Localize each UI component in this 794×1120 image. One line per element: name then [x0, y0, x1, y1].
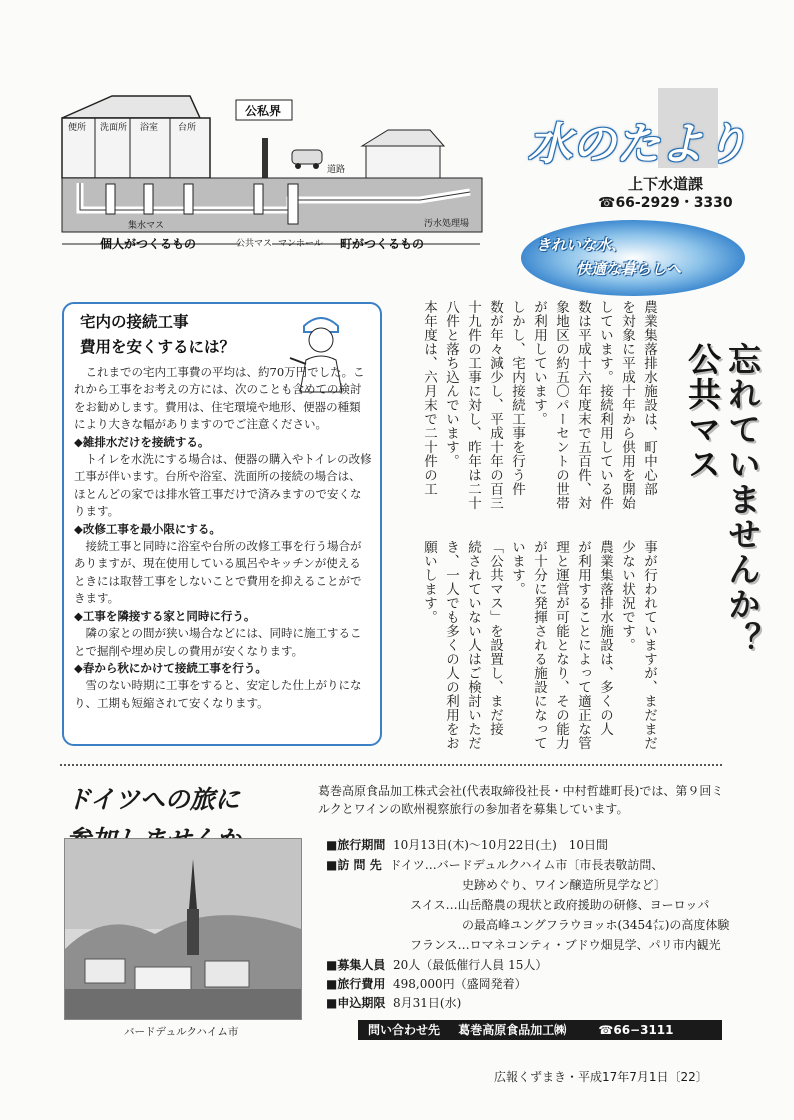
- destination-germany-detail: 史跡めぐり、ワイン醸造所見学など〕: [462, 878, 666, 892]
- article-line: 八件と落ち込んでいます。: [443, 300, 459, 468]
- label-kitchen: 台所: [178, 123, 197, 133]
- section-divider: [60, 764, 722, 766]
- destination-switzerland-detail: の最高峰ユングフラウヨッホ(3454㍍)の高度体験: [462, 918, 730, 932]
- row-destination: [326, 856, 663, 874]
- photo-caption: バードデュルクハイム市: [124, 1026, 239, 1038]
- destination-switzerland: スイス…山岳酪農の現状と政府援助の研修、ヨーロッパ: [410, 898, 710, 912]
- tagline-line-2: 快適な暮らしへ: [576, 260, 682, 278]
- label-treatment-plant: 汚水処理場: [424, 219, 470, 229]
- label-washroom: 洗面所: [100, 123, 128, 133]
- article-line: 続されていない人はご検討いただ: [465, 540, 481, 750]
- travel-title-line-1: ドイツへの旅に: [66, 785, 240, 814]
- article-line: 農業集落排水施設は、多くの人: [597, 540, 613, 736]
- label-toilet: 便所: [68, 123, 87, 133]
- people-label: ■募集人員: [326, 958, 386, 972]
- contact-phone: ☎66−3111: [598, 1023, 674, 1037]
- deadline-label: ■申込期限: [326, 996, 386, 1010]
- tip-3-heading: ◆工事を隣接する家と同時に行う。: [74, 608, 256, 623]
- article-line: 象地区の約五〇パーセントの世帯: [553, 300, 569, 510]
- contact-bar: [358, 1020, 722, 1040]
- article-title-line-2: 忘れていませんか？: [723, 342, 762, 657]
- connection-cost-box: [62, 302, 382, 746]
- logo-title: 水のたより: [528, 119, 748, 170]
- article-line: を対象に平成十年から供用を開始: [619, 300, 635, 510]
- article-line: 少ない状況です。: [619, 540, 635, 652]
- people-value: 20人（最低催行人員 15人）: [392, 958, 548, 972]
- contact-org: 葛巻高原食品加工㈱: [458, 1023, 567, 1037]
- department-phone: ☎66-2929・3330: [598, 195, 733, 211]
- tagline-line-1: きれいな水、: [536, 236, 627, 254]
- article-line: しかし、宅内接続工事を行う件: [509, 300, 525, 496]
- row-period: [326, 836, 608, 854]
- travel-intro: 葛巻高原食品加工株式会社(代表取締役社長・中村哲雄町長)では、第９回ミルクとワインの欧州視察旅行の参加者を募集しています。: [318, 784, 724, 816]
- period-value: 10月13日(木)〜10月22日(土) 10日間: [392, 838, 609, 852]
- article-line: います。: [509, 540, 525, 596]
- article-line: しています。接続利用している件: [597, 300, 613, 510]
- public-basin-article: [398, 300, 762, 770]
- article-line: 十九件の工事に対し、昨年は二十: [465, 300, 481, 510]
- row-deadline: [326, 994, 461, 1012]
- label-bath: 浴室: [140, 123, 159, 133]
- row-cost: [326, 975, 527, 993]
- label-town: 町がつくるもの: [340, 237, 425, 251]
- article-line: が利用することによって適正な管: [575, 540, 591, 750]
- article-line: 願いします。: [421, 540, 437, 624]
- box-title-line-1: 宅内の接続工事: [80, 313, 189, 331]
- cost-value: 498,000円（盛岡発着）: [392, 977, 527, 991]
- box-body: [74, 364, 372, 712]
- tip-2-heading: ◆改修工事を最小限にする。: [74, 521, 221, 536]
- label-public-boundary: 公私界: [245, 104, 282, 118]
- period-label: ■旅行期間: [326, 838, 386, 852]
- article-line: 理と運営が可能となり、その能力: [553, 540, 569, 750]
- article-line: 本年度は、六月末で二十件の工: [421, 300, 437, 496]
- water-news-header: [508, 88, 748, 298]
- destination-germany: ドイツ…バードデュルクハイム市〔市長表敬訪問、: [389, 858, 664, 872]
- article-line: 「公共マス」を設置し、まだ接: [487, 540, 503, 736]
- box-title-line-2: 費用を安くするには？: [80, 338, 236, 356]
- page-footer: 広報くずまき・平成17年7月1日〔22〕: [494, 1070, 708, 1084]
- article-line: 数が年々減少し、平成十年の百三: [487, 300, 503, 510]
- deadline-value: 8月31日(水): [392, 996, 462, 1010]
- article-line: 事が行われていますが、まだまだ: [641, 540, 657, 750]
- tip-4-body: 雪のない時期に工事をすると、安定した仕上がりになり、工期も短縮されて安くなります。: [74, 678, 362, 710]
- tip-2-body: 接続工事と同時に浴室や台所の改修工事を行う場合がありますが、現在使用している風呂やキッチンが使えるときには取替工事をしないことで費用を抑えることができます。: [74, 539, 362, 606]
- article-line: が利用しています。: [531, 300, 547, 426]
- article-line: が十分に発揮される施設になって: [531, 540, 547, 750]
- box-title: [80, 310, 235, 360]
- contact-label: 問い合わせ先: [368, 1023, 441, 1037]
- tip-1-body: トイレを水洗にする場合は、便器の購入やトイレの改修工事が伴います。台所や浴室、洗面所の接続の場合は、ほとんどの家では排水管工事だけで済みますので安くなります。: [74, 452, 372, 519]
- label-individual: 個人がつくるもの: [100, 237, 197, 251]
- cost-label: ■旅行費用: [326, 977, 386, 991]
- label-public-basin: 公共マス: [236, 239, 273, 249]
- article-line: 数は平成十六年度末で五百件、対: [575, 300, 591, 510]
- article-title-line-1: 公共マス: [683, 342, 722, 482]
- department-name: 上下水道課: [628, 175, 704, 193]
- row-people: [326, 956, 547, 974]
- label-road: 道路: [327, 165, 346, 175]
- label-manhole: マンホール: [278, 239, 323, 249]
- label-collection-basin: 集水マス: [128, 221, 165, 231]
- tip-1-heading: ◆雑排水だけを接続する。: [74, 434, 210, 449]
- tip-4-heading: ◆春から秋にかけて接続工事を行う。: [74, 660, 267, 675]
- sewage-connection-diagram: [40, 88, 500, 268]
- tip-3-body: 隣の家との間が狭い場合などには、同時に施工することで掘削や埋め戻しの費用が安くなります。: [74, 626, 362, 658]
- town-photo: [64, 838, 302, 1020]
- article-line: き、一人でも多くの人の利用をお: [443, 540, 459, 750]
- article-line: 農業集落排水施設は、町中心部: [641, 300, 657, 496]
- destination-france: フランス…ロマネコンティ・ブドウ畑見学、パリ市内観光: [410, 938, 721, 952]
- box-intro: これまでの宅内工事費の平均は、約70万円でした。これから工事をお考えの方には、次のことも含めての検討をお勧めします。費用は、住宅環境や地形、便器の種類により大きな幅がありますのでご注意ください。: [74, 365, 365, 432]
- destination-label: ■訪 問 先: [326, 858, 382, 872]
